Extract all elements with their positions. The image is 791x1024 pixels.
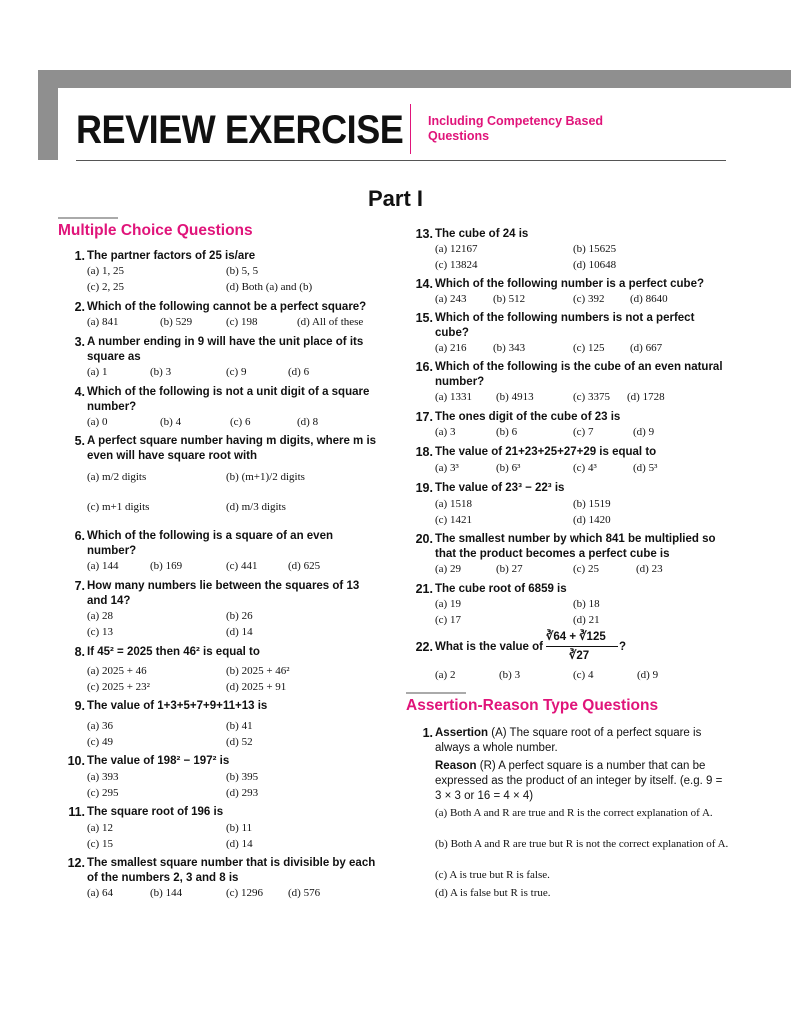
option: (b) (m+1)/2 digits (226, 471, 305, 483)
question-2: 2. Which of the following cannot be a perfect square? (74, 300, 367, 314)
option: (d) 1728 (627, 391, 665, 403)
option: (d) 293 (226, 787, 259, 799)
option: (b) 144 (150, 887, 183, 899)
question-20: 20. The smallest number by which 841 be multiplied so that the product becomes a perfect cube is (415, 532, 716, 560)
option: (c) 1421 (435, 514, 472, 526)
question-14: 14. Which of the following number is a perfect cube? (415, 277, 704, 291)
option: (c) 4 (573, 669, 594, 681)
option: (b) 6 (496, 426, 518, 438)
option: (d) 576 (288, 887, 321, 899)
ar-option: (b) Both A and R are true but R is not the correct explanation of A. (435, 838, 729, 850)
question-17: 17. The ones digit of the cube of 23 is (415, 410, 621, 424)
option: (b) 6³ (496, 462, 521, 474)
option: (a) 144 (87, 560, 119, 572)
option: (a) 0 (87, 416, 108, 428)
question-9: 9. The value of 1+3+5+7+9+11+13 is (74, 699, 268, 713)
question-3: 3. A number ending in 9 will have the unit place of its square as (74, 335, 364, 363)
option: (c) 7 (573, 426, 594, 438)
option: (a) 1518 (435, 498, 472, 510)
option: (d) 23 (636, 563, 663, 575)
option: (a) 12 (87, 822, 113, 834)
fraction-denominator: ∛27 (569, 650, 590, 662)
option: (a) 29 (435, 563, 461, 575)
option: (c) 15 (87, 838, 113, 850)
option: (a) 841 (87, 316, 119, 328)
option: (d) All of these (297, 316, 364, 328)
option: (c) 2025 + 23² (87, 681, 150, 693)
option: (b) 3 (499, 669, 521, 681)
option: (c) 2, 25 (87, 281, 124, 293)
option: (a) 2025 + 46 (87, 665, 147, 677)
title-rule (76, 160, 726, 161)
option: (d) 9 (633, 426, 655, 438)
option: (b) 11 (226, 822, 253, 834)
option: (b) 5, 5 (226, 265, 259, 277)
question-11: 11. The square root of 196 is (68, 805, 224, 819)
question-5: 5. A perfect square number having m digits, where m is even will have square root with (74, 434, 377, 462)
option: (c) 198 (226, 316, 258, 328)
option: (c) 295 (87, 787, 119, 799)
option: (a) 64 (87, 887, 113, 899)
option: (d) 5³ (633, 462, 658, 474)
question-4: 4. Which of the following is not a unit digit of a square number? (74, 385, 370, 413)
option: (a) 393 (87, 771, 119, 783)
option: (c) 9 (226, 366, 247, 378)
option: (a) m/2 digits (87, 471, 147, 483)
page-title: REVIEW EXERCISE (76, 108, 404, 152)
option: (c) 125 (573, 342, 605, 354)
title-divider (410, 104, 411, 154)
option: (d) 1420 (573, 514, 611, 526)
fraction-numerator: ∛64 + ∛125 (546, 631, 606, 643)
option: (c) 6 (230, 416, 251, 428)
question-8: 8. If 45² = 2025 then 46² is equal to (74, 645, 260, 659)
option: (a) 36 (87, 720, 113, 732)
section-heading-ar: Assertion-Reason Type Questions (406, 697, 659, 714)
page-subtitle: Including Competency Based Questions (428, 114, 604, 143)
option: (d) 9 (637, 669, 659, 681)
question-10: 10. The value of 198² − 197² is (67, 754, 230, 768)
option: (d) 2025 + 91 (226, 681, 287, 693)
option: (d) 14 (226, 626, 253, 638)
option: (c) 49 (87, 736, 113, 748)
option: (d) 8 (297, 416, 319, 428)
option: (b) 2025 + 46² (226, 665, 290, 677)
option: (d) 667 (630, 342, 663, 354)
assertion-text: 1. Assertion (A) The square root of a perfect square is always a whole number. (422, 726, 702, 754)
section-rule (406, 692, 466, 694)
option: (d) m/3 digits (226, 501, 286, 513)
option: (c) 392 (573, 293, 605, 305)
option: (c) 13824 (435, 259, 478, 271)
question-1: 1. The partner factors of 25 is/are (74, 249, 256, 263)
option: (d) 14 (226, 838, 253, 850)
reason-text: Reason (R) A perfect square is a number that can be expressed as the product of an integer by itself. (e.g. 9 = 3 × 3 or 16 = 4 × 4) (435, 760, 723, 802)
option: (a) 1331 (435, 391, 472, 403)
option: (a) 3 (435, 426, 456, 438)
option: (a) 3³ (435, 462, 459, 474)
option: (b) 3 (150, 366, 172, 378)
question-18: 18. The value of 21+23+25+27+29 is equal to (415, 445, 657, 459)
option: (a) 2 (435, 669, 456, 681)
option: (b) 18 (573, 598, 600, 610)
option: (c) 441 (226, 560, 258, 572)
option: (b) 343 (493, 342, 526, 354)
option: (a) 28 (87, 610, 113, 622)
option: (a) 12167 (435, 243, 478, 255)
section-rule (58, 217, 118, 219)
option: (d) Both (a) and (b) (226, 281, 313, 293)
option: (d) 6 (288, 366, 310, 378)
option: (b) 529 (160, 316, 193, 328)
option: (c) m+1 digits (87, 501, 150, 513)
option: (d) 21 (573, 614, 600, 626)
option: (b) 169 (150, 560, 183, 572)
option: (b) 4 (160, 416, 182, 428)
question-6: 6. Which of the following is a square of an even number? (74, 529, 333, 557)
option: (a) 19 (435, 598, 461, 610)
question-12: 12. The smallest square number that is divisible by each of the numbers 2, 3 and 8 is (67, 856, 376, 884)
question-21: 21. The cube root of 6859 is (415, 582, 567, 596)
question-16: 16. Which of the following is the cube of an even natural number? (415, 360, 723, 388)
option: (a) 1 (87, 366, 108, 378)
option: (c) 25 (573, 563, 599, 575)
fraction-bar (546, 646, 618, 647)
question-7: 7. How many numbers lie between the squares of 13 and 14? (74, 579, 360, 607)
option: (d) 10648 (573, 259, 617, 271)
option: (d) 52 (226, 736, 253, 748)
option: (c) 13 (87, 626, 113, 638)
option: (b) 1519 (573, 498, 611, 510)
option: (a) 216 (435, 342, 467, 354)
option: (d) 8640 (630, 293, 668, 305)
option: (c) 3375 (573, 391, 610, 403)
question-mark: ? (619, 641, 627, 653)
option: (b) 41 (226, 720, 253, 732)
option: (a) 1, 25 (87, 265, 124, 277)
question-15: 15. Which of the following numbers is not a perfect cube? (415, 311, 695, 339)
option: (a) 243 (435, 293, 467, 305)
option: (b) 512 (493, 293, 526, 305)
option: (b) 395 (226, 771, 259, 783)
section-heading-mcq: Multiple Choice Questions (58, 222, 253, 239)
ar-option: (c) A is true but R is false. (435, 869, 550, 881)
question-19: 19. The value of 23³ − 22³ is (415, 481, 565, 495)
question-22: 22. What is the value of (415, 640, 543, 654)
part-title: Part I (367, 186, 424, 211)
option: (b) 27 (496, 563, 523, 575)
option: (c) 1296 (226, 887, 263, 899)
option: (b) 26 (226, 610, 253, 622)
option: (c) 17 (435, 614, 461, 626)
ar-option: (d) A is false but R is true. (435, 887, 551, 899)
option: (c) 4³ (573, 462, 597, 474)
option: (d) 625 (288, 560, 321, 572)
ar-option: (a) Both A and R are true and R is the correct explanation of A. (435, 807, 713, 819)
question-13: 13. The cube of 24 is (415, 227, 529, 241)
option: (b) 4913 (496, 391, 534, 403)
option: (b) 15625 (573, 243, 617, 255)
